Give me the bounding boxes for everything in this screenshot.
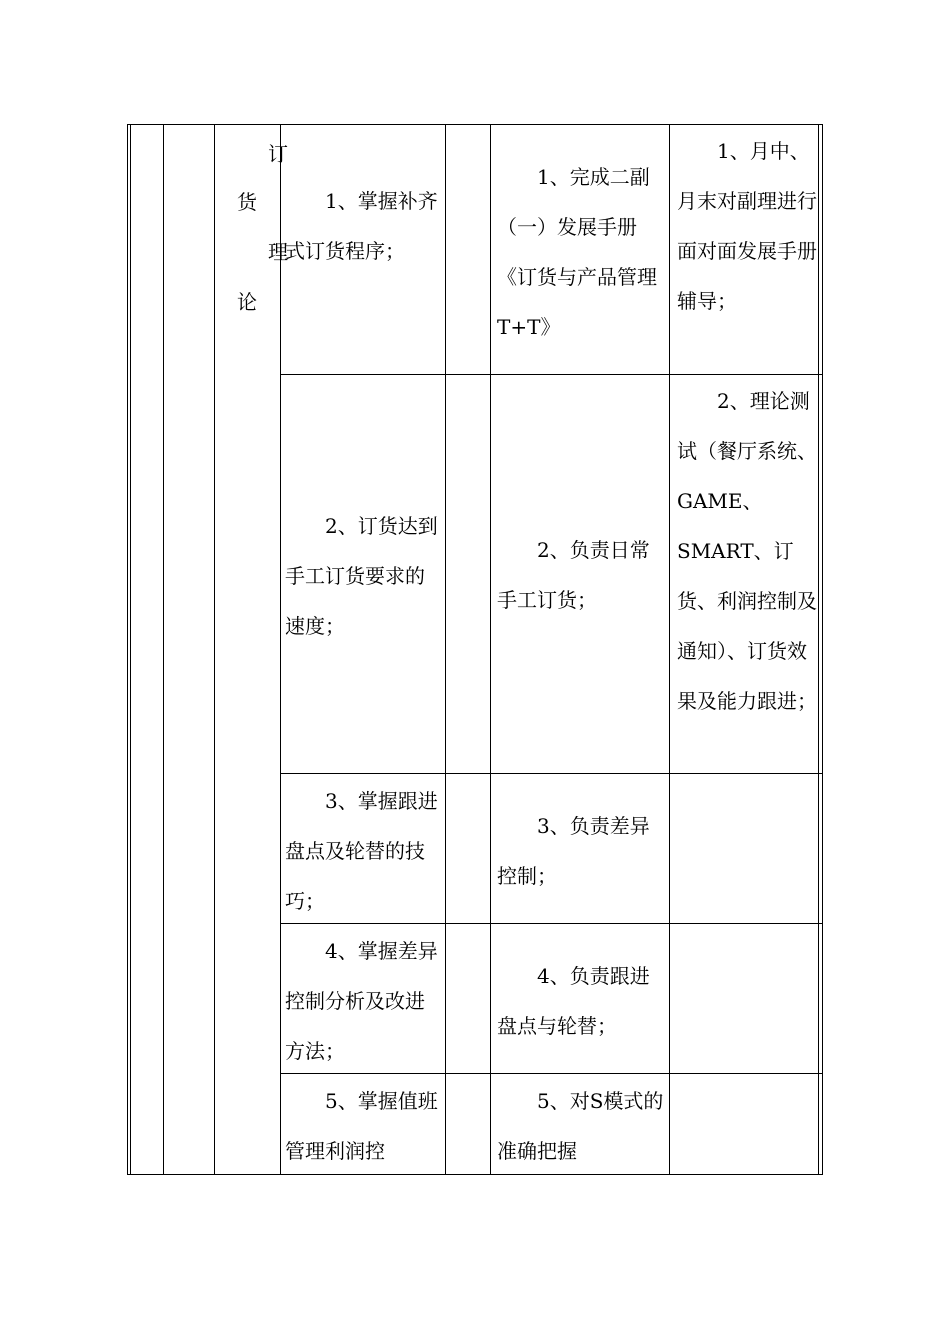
task-cell <box>497 801 667 901</box>
objective-text: 4、掌握差异控制分析及改进方法； <box>285 939 438 1063</box>
objective-text: 5、掌握值班管理利润控 <box>285 1089 438 1163</box>
column-divider <box>490 124 491 1175</box>
method-text: 1、月中、月末对副理进行面对面发展手册辅导； <box>677 139 817 313</box>
task-text: 1、完成二副（一）发展手册《订货与产品管理T+T》 <box>497 165 657 339</box>
column-divider <box>669 124 670 1175</box>
task-text: 5、对S模式的准确把握 <box>497 1089 664 1163</box>
method-cell <box>677 126 817 326</box>
column-divider <box>214 124 215 1175</box>
task-text: 4、负责跟进盘点与轮替； <box>497 964 650 1038</box>
objective-cell <box>285 1076 443 1176</box>
training-table <box>127 124 823 1175</box>
category-char: 理 <box>268 240 288 264</box>
objective-cell <box>285 501 443 651</box>
task-cell <box>497 525 667 625</box>
row-divider <box>280 773 823 774</box>
objective-text: 3、掌握跟进盘点及轮替的技巧； <box>285 789 438 913</box>
table-border-right-inner <box>818 124 819 1175</box>
column-divider <box>445 124 446 1175</box>
objective-cell <box>285 176 443 276</box>
task-cell <box>497 951 667 1051</box>
column-divider <box>280 124 281 1175</box>
task-cell <box>497 1076 667 1176</box>
task-text: 3、负责差异控制； <box>497 814 650 888</box>
table-border-left-inner <box>130 124 131 1175</box>
objective-text: 1、掌握补齐式订货程序； <box>285 189 438 263</box>
category-char: 订 <box>268 142 288 166</box>
task-text: 2、负责日常手工订货； <box>497 538 650 612</box>
table-border-right <box>822 124 823 1175</box>
objective-cell <box>285 926 443 1076</box>
category-char: 货 <box>237 190 257 214</box>
row-divider <box>280 374 823 375</box>
table-border-top <box>127 124 823 125</box>
table-border-left <box>127 124 128 1175</box>
column-divider <box>163 124 164 1175</box>
task-cell <box>497 152 667 352</box>
table-border-bottom <box>127 1174 823 1175</box>
method-cell <box>677 376 817 726</box>
method-text: 2、理论测试（餐厅系统、GAME、SMART、订货、利润控制及通知）、订货效果及能力跟进； <box>677 389 817 713</box>
category-char: 论 <box>237 290 257 314</box>
objective-cell <box>285 776 443 926</box>
objective-text: 2、订货达到手工订货要求的速度； <box>285 514 438 638</box>
